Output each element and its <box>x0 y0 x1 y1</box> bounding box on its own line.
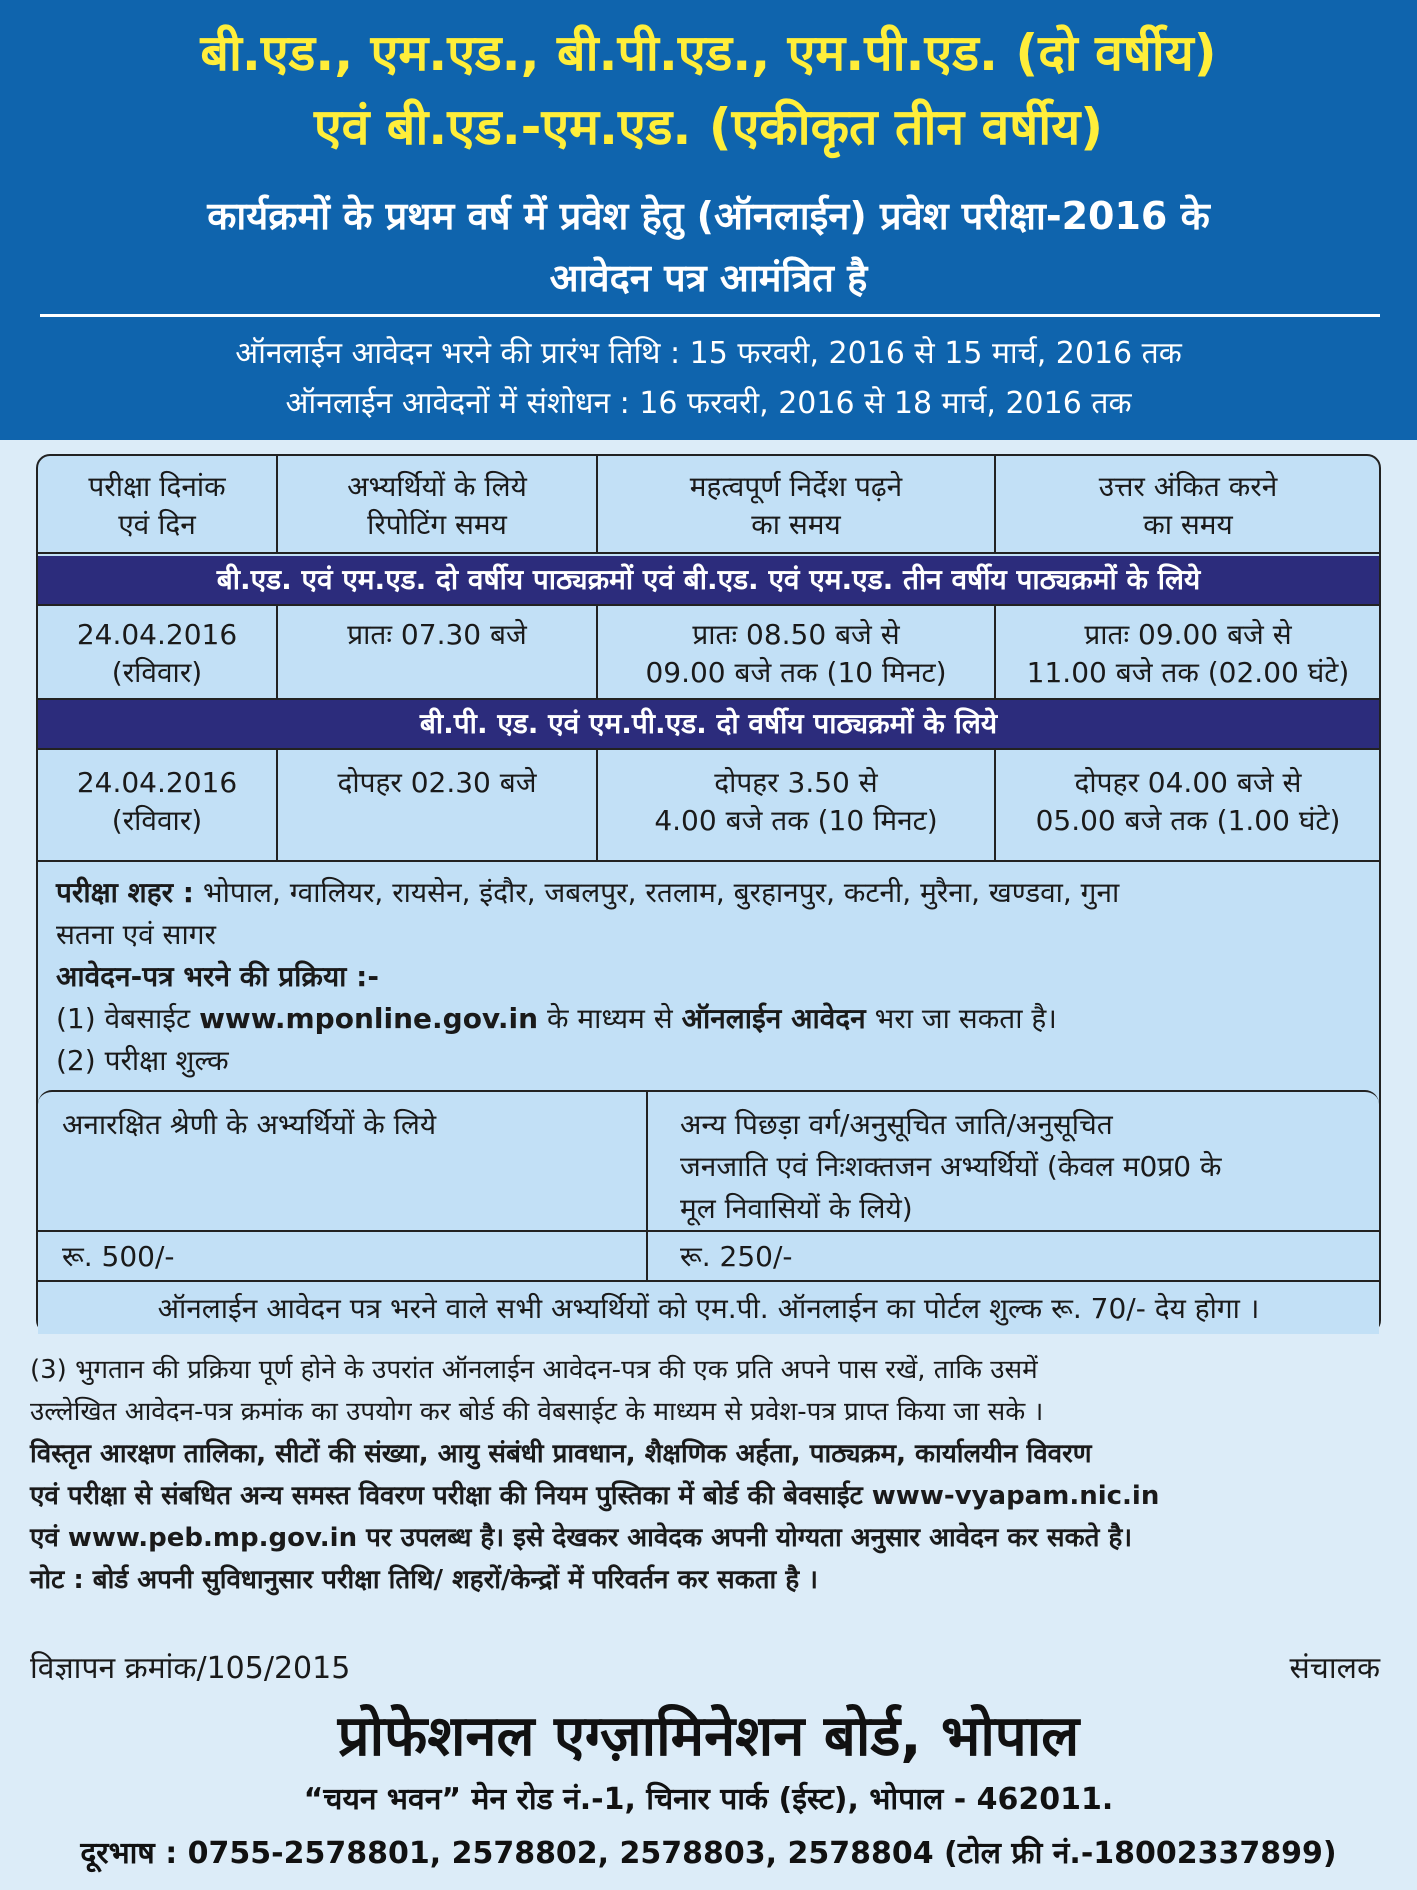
group1-instructions: प्रातः 08.50 बजे से 09.00 बजे तक (10 मिनट) <box>645 618 947 689</box>
group2-date: 24.04.2016 (रविवार) <box>76 766 238 837</box>
col-header-date: परीक्षा दिनांक एवं दिन <box>88 470 226 541</box>
exam-cities <box>56 872 1366 914</box>
correction-date: ऑनलाईन आवेदनों में संशोधन : 16 फरवरी, 2016 से 18 मार्च, 2016 तक <box>285 386 1132 421</box>
col-header-instructions: महत्वपूर्ण निर्देश पढ़ने का समय <box>689 470 903 541</box>
group1-heading: बी.एड. एवं एम.एड. दो वर्षीय पाठ्यक्रमों एवं बी.एड. एवं एम.एड. तीन वर्षीय पाठ्यक्रमों के लिये <box>38 556 1379 604</box>
grid-line <box>596 456 598 554</box>
fee-reserved-amount: रू. 250/- <box>680 1240 793 1273</box>
grid-line <box>994 748 996 860</box>
start-date: ऑनलाईन आवेदन भरने की प्रारंभ तिथि : 15 फरवरी, 2016 से 15 मार्च, 2016 तक <box>235 336 1182 371</box>
group1-answer: प्रातः 09.00 बजे से 11.00 बजे तक (02.00 घंटे) <box>1026 618 1350 689</box>
process-heading: आवेदन-पत्र भरने की प्रक्रिया :- <box>56 960 379 993</box>
details-line-1: विस्तृत आरक्षण तालिका, सीटों की संख्या, आयु संबंधी प्रावधान, शैक्षणिक अर्हता, पाठ्यक्रम, कार्यालयीन विवरण <box>30 1439 1092 1469</box>
grid-line <box>994 604 996 698</box>
signatory: संचालक <box>1289 1651 1380 1686</box>
group1-date: 24.04.2016 (रविवार) <box>76 618 238 689</box>
grid-line <box>38 1280 1379 1282</box>
step-3-line-2: उल्लेखित आवेदन-पत्र क्रमांक का उपयोग कर बोर्ड की वेबसाईट के माध्यम से प्रवेश-पत्र प्राप्त किया जा सके । <box>30 1397 1044 1427</box>
title-line-1: बी.एड., एम.एड., बी.पी.एड., एम.पी.एड. (दो वर्षीय) <box>200 24 1217 82</box>
group2-heading: बी.पी. एड. एवं एम.पी.एड. दो वर्षीय पाठ्यक्रमों के लिये <box>38 700 1379 748</box>
cities-label: परीक्षा शहर : <box>56 876 194 909</box>
step-3-line-1: (3) भुगतान की प्रक्रिया पूर्ण होने के उपरांत ऑनलाईन आवेदन-पत्र की एक प्रति अपने पास रखें, ताकि उसमें <box>30 1355 1038 1385</box>
group2-answer: दोपहर 04.00 बजे से 05.00 बजे तक (1.00 घंटे) <box>1035 766 1341 837</box>
grid-line <box>994 456 996 554</box>
grid-line <box>596 748 598 860</box>
mponline-link[interactable]: www.mponline.gov.in <box>199 1002 539 1035</box>
group1-reporting: प्रातः 07.30 बजे <box>347 618 527 651</box>
grid-line <box>38 860 1379 862</box>
header-divider <box>40 314 1380 317</box>
grid-line <box>646 1092 648 1280</box>
board-name: प्रोफेशनल एग्ज़ामिनेशन बोर्ड, भोपाल <box>337 1704 1080 1769</box>
process-step-1: (1) वेबसाईट www.mponline.gov.in के माध्यम से ऑनलाईन आवेदन भरा जा सकता है। <box>56 1002 1057 1035</box>
fee-general-label: अनारक्षित श्रेणी के अभ्यर्थियों के लिये <box>62 1108 437 1141</box>
board-phone: दूरभाष : 0755-2578801, 2578802, 2578803, 2578804 (टोल फ्री नं.-18002337899) <box>80 1836 1337 1871</box>
col-header-answer: उत्तर अंकित करने का समय <box>1098 470 1278 541</box>
grid-line <box>276 748 278 860</box>
grid-line <box>596 604 598 698</box>
peb-link[interactable]: www.peb.mp.gov.in <box>67 1523 358 1553</box>
col-header-reporting: अभ्यर्थियों के लिये रिपोटिंग समय <box>347 470 527 541</box>
subtitle-line-2: आवेदन पत्र आमंत्रित है <box>549 256 868 300</box>
board-address: “चयन भवन” मेन रोड नं.-1, चिनार पार्क (ईस्ट), भोपाल - 462011. <box>303 1782 1114 1817</box>
exam-cities-cont: सतना एवं सागर <box>56 918 216 951</box>
subtitle-line-1: कार्यक्रमों के प्रथम वर्ष में प्रवेश हेतु (ऑनलाईन) प्रवेश परीक्षा-2016 के <box>207 194 1210 238</box>
details-line-2: एवं परीक्षा से संबधित अन्य समस्त विवरण परीक्षा की नियम पुस्तिका में बोर्ड की बेवसाईट www-vyapam.nic.in <box>30 1481 1160 1511</box>
grid-line <box>38 552 1379 554</box>
grid-line <box>276 456 278 554</box>
ad-number: विज्ञापन क्रमांक/105/2015 <box>30 1651 351 1686</box>
details-line-3: एवं www.peb.mp.gov.in पर उपलब्ध है। इसे देखकर आवेदक अपनी योग्यता अनुसार आवेदन कर सकते है। <box>30 1523 1133 1553</box>
portal-fee-note: ऑनलाईन आवेदन पत्र भरने वाले सभी अभ्यर्थियों को एम.पी. ऑनलाईन का पोर्टल शुल्क रू. 70/- देय होगा । <box>157 1292 1260 1325</box>
group2-instructions: दोपहर 3.50 से 4.00 बजे तक (10 मिनट) <box>654 766 938 837</box>
group2-reporting: दोपहर 02.30 बजे <box>337 766 537 799</box>
header-banner <box>0 0 1417 440</box>
note: नोट : बोर्ड अपनी सुविधानुसार परीक्षा तिथि/ शहरों/केन्द्रों में परिवर्तन कर सकता है । <box>30 1565 819 1595</box>
fee-general-amount: रू. 500/- <box>62 1240 175 1273</box>
process-step-2: (2) परीक्षा शुल्क <box>56 1044 229 1077</box>
title-line-2: एवं बी.एड.-एम.एड. (एकीकृत तीन वर्षीय) <box>313 98 1104 156</box>
grid-line <box>38 748 1379 750</box>
grid-line <box>38 698 1379 700</box>
grid-line <box>38 1230 1379 1232</box>
grid-line <box>276 604 278 698</box>
cities-list: भोपाल, ग्वालियर, रायसेन, इंदौर, जबलपुर, रतलाम, बुरहानपुर, कटनी, मुरैना, खण्डवा, गुना <box>194 876 1120 909</box>
grid-line <box>38 604 1379 606</box>
fee-reserved-label: अन्य पिछड़ा वर्ग/अनुसूचित जाति/अनुसूचित जनजाति एवं निःशक्तजन अभ्यर्थियों (केवल म0प्र0 के मूल निवासियों के लिये) <box>680 1108 1222 1225</box>
